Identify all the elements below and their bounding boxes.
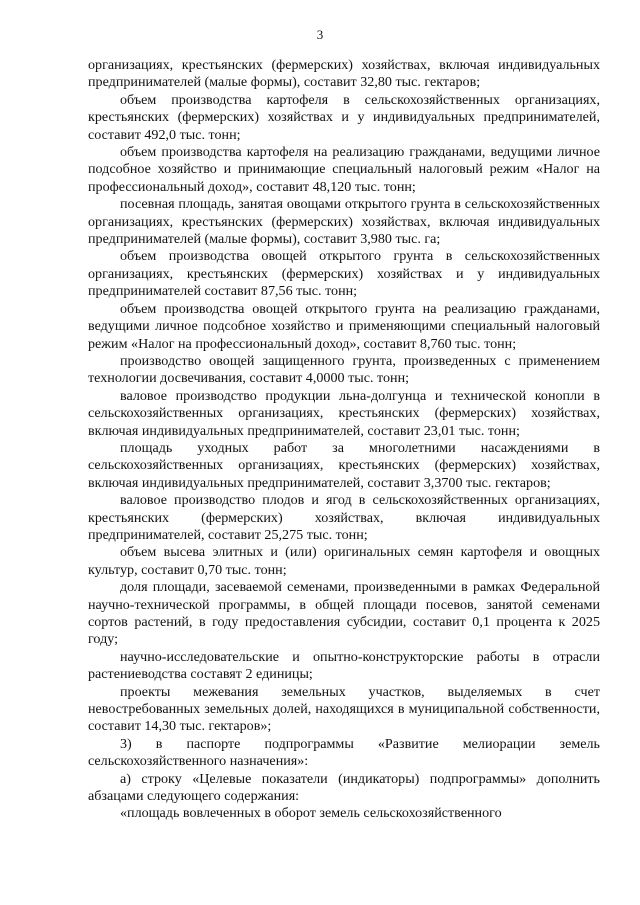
paragraph: посевная площадь, занятая овощами открытого грунта в сельскохозяйственных организациях, крестьянских (фермерских) хозяйствах, включая индивидуальных предпринимателей (малые формы), составит 3,980 тыс. га;	[88, 196, 600, 248]
paragraph: объем производства овощей открытого грунта на реализацию гражданами, ведущими личное подсобное хозяйство и применяющими специальный налоговый режим «Налог на профессиональный доход», составит 8,760 тыс. тонн;	[88, 300, 600, 352]
paragraph: объем производства картофеля на реализацию гражданами, ведущими личное подсобное хозяйство и принимающие специальный налоговый режим «Налог на профессиональный доход», составит 48,120 тыс. тонн;	[88, 144, 600, 195]
paragraph: организациях, крестьянских (фермерских) хозяйствах, включая индивидуальных предпринимателей (малые формы), составит 32,80 тыс. гектаров;	[88, 57, 600, 91]
paragraph: объем производства овощей открытого грунта в сельскохозяйственных организациях, крестьянских (фермерских) хозяйствах и у индивидуальных предпринимателей составит 87,56 тыс. тонн;	[88, 248, 600, 300]
paragraph: научно-исследовательские и опытно-конструкторские работы в отрасли растениеводства составят 2 единицы;	[88, 648, 600, 683]
paragraph: валовое производство продукции льна-долгунца и технической конопли в сельскохозяйственных организациях, крестьянских (фермерских) хозяйствах, включая индивидуальных предпринимателей, составит 23,01 тыс. тонн;	[88, 387, 600, 439]
document-body	[88, 57, 600, 823]
paragraph: проекты межевания земельных участков, выделяемых в счет невостребованных земельных долей, находящихся в муниципальной собственности, составит 14,30 тыс. гектаров»;	[88, 683, 600, 735]
paragraph: площадь уходных работ за многолетними насаждениями в сельскохозяйственных организациях, крестьянских (фермерских) хозяйствах, включая индивидуальных предпринимателей, составит 3,3700 тыс. гектаров;	[88, 439, 600, 491]
paragraph: объем производства картофеля в сельскохозяйственных организациях, крестьянских (фермерских) хозяйствах и у индивидуальных предпринимателей, составит 492,0 тыс. тонн;	[88, 91, 600, 143]
paragraph: производство овощей защищенного грунта, произведенных с применением технологии досвечивания, составит 4,0000 тыс. тонн;	[88, 352, 600, 387]
page-number: 3	[316, 27, 324, 42]
paragraph: доля площади, засеваемой семенами, произведенными в рамках Федеральной научно-технической программы, в общей площади посевов, занятой семенами сортов растений, в году предоставления субсидии, составит 0,1 процента к 2025 году;	[88, 579, 600, 648]
paragraph: 3) в паспорте подпрограммы «Развитие мелиорации земель сельскохозяйственного назначения»:	[88, 735, 600, 770]
paragraph: объем высева элитных и (или) оригинальных семян картофеля и овощных культур, составит 0,70 тыс. тонн;	[88, 544, 600, 578]
paragraph: а) строку «Целевые показатели (индикаторы) подпрограммы» дополнить абзацами следующего содержания:	[88, 770, 600, 805]
paragraph: «площадь вовлеченных в оборот земель сельскохозяйственного	[120, 805, 502, 822]
paragraph: валовое производство плодов и ягод в сельскохозяйственных организациях, крестьянских (фермерских) хозяйствах, включая индивидуальных предпринимателей, составит 25,275 тыс. тонн;	[88, 492, 600, 543]
